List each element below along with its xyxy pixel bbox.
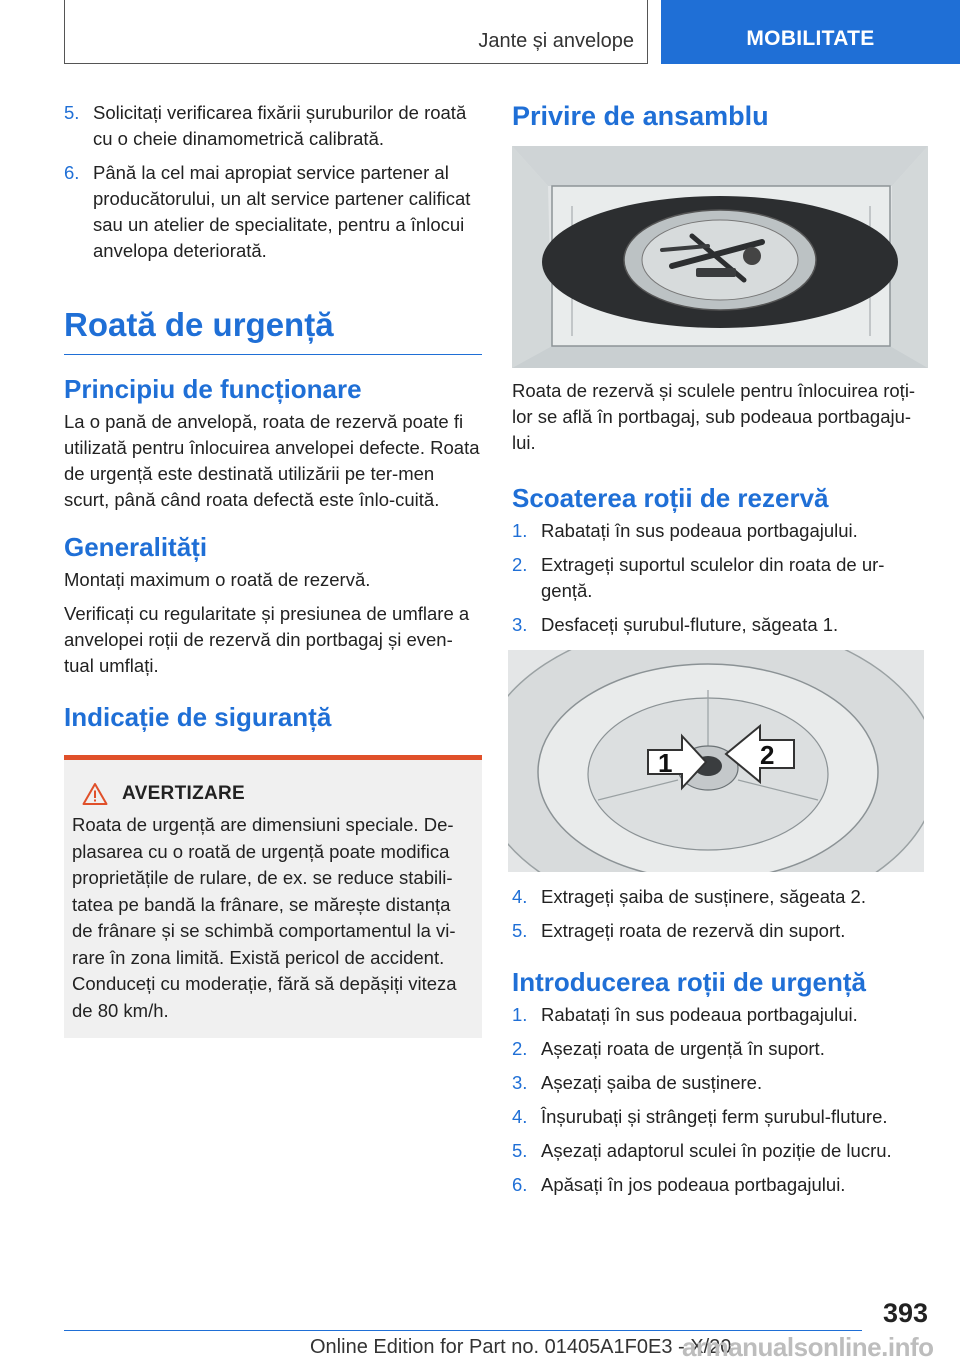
- step-number: 1.: [512, 1004, 528, 1025]
- step-text: Extrageți șaiba de susținere, săgeata 2.: [541, 886, 866, 907]
- step-text: Până la cel mai apropiat service partener al producătorului, un alt service partener calificat sau un atelier de specialitate, pentru a înlocui anvelopa deteriorată.: [93, 162, 471, 261]
- wheel-fastening-image: [508, 650, 924, 872]
- footer-divider: [64, 1330, 862, 1331]
- left-column: [64, 100, 482, 1038]
- step-text: Așezați adaptorul sculei în poziție de lucru.: [541, 1140, 892, 1161]
- step-number: 5.: [64, 102, 80, 123]
- step-text: Așezați roata de urgență în suport.: [541, 1038, 825, 1059]
- step-text: Rabatați în sus podeaua portbagajului.: [541, 1004, 858, 1025]
- insert-title: Introducerea roții de urgență: [512, 967, 866, 997]
- arrow-2-label: 2: [760, 740, 775, 770]
- list-item: [512, 1172, 928, 1198]
- list-item: [512, 1002, 928, 1028]
- principle-text: La o pană de anvelopă, roata de rezervă poate fi utilizată pentru înlocuirea anvelopei defecte. Roata de urgență este destinată utilizării pe ter-men scurt, până când roata defectă este înlo-cuită.: [64, 411, 480, 510]
- header-chapter-tab[interactable]: MOBILITATE: [661, 0, 960, 64]
- warning-label: AVERTIZARE: [122, 783, 245, 804]
- safety-title: Indicație de siguranță: [64, 702, 332, 732]
- general-text-1: Montați maximum o roată de rezervă.: [64, 569, 371, 590]
- list-item: [512, 1138, 928, 1164]
- remove-steps-continued: [512, 884, 928, 944]
- remove-steps: [512, 518, 928, 638]
- page-number: 393: [882, 1298, 928, 1328]
- warning-header: [82, 782, 474, 806]
- step-number: 3.: [512, 614, 528, 635]
- step-text: Solicitați verificarea fixării șuruburilor de roată cu o cheie dinamometrică calibrată.: [93, 102, 467, 149]
- step-text: Așezați șaiba de susținere.: [541, 1072, 763, 1093]
- step-number: 2.: [512, 1038, 528, 1059]
- steps-top: [64, 100, 482, 264]
- step-text: Desfaceți șurubul-fluture, săgeata 1.: [541, 614, 839, 635]
- step-number: 5.: [512, 920, 528, 941]
- step-number: 5.: [512, 1140, 528, 1161]
- step-number: 4.: [512, 1106, 528, 1127]
- list-item: [512, 1070, 928, 1096]
- step-number: 3.: [512, 1072, 528, 1093]
- trunk-spare-wheel-image: [512, 146, 928, 368]
- watermark-text[interactable]: armanualsonline.info: [682, 1332, 934, 1362]
- warning-text: Roata de urgență are dimensiuni speciale. De-plasarea cu o roată de urgență poate modifica proprietățile de rulare, de ex. se reduce stabili-tatea pe bandă la frânare, se mărește distanța de frânare și se schimbă comportamentul la vi-rare în zona limită. Există pericol de accident. Conduceți cu moderație, fără să depășiți viteza de 80 km/h.: [72, 814, 457, 1021]
- step-text: Rabatați în sus podeaua portbagajului.: [541, 520, 858, 541]
- arrow-1-label: 1: [658, 748, 673, 778]
- overview-title: Privire de ansamblu: [512, 101, 769, 131]
- general-title: Generalități: [64, 532, 208, 562]
- step-number: 1.: [512, 520, 528, 541]
- list-item: [512, 612, 928, 638]
- list-item: [512, 518, 928, 544]
- step-number: 2.: [512, 554, 528, 575]
- step-number: 6.: [64, 162, 80, 183]
- insert-steps: [512, 1002, 928, 1198]
- list-item: [512, 918, 928, 944]
- warning-triangle-icon: [82, 782, 108, 806]
- list-item: [512, 884, 928, 910]
- remove-title: Scoaterea roții de rezervă: [512, 483, 829, 513]
- principle-title: Principiu de funcționare: [64, 374, 362, 404]
- header-section-title: Jante și anvelope: [478, 30, 634, 52]
- step-text: Extrageți roata de rezervă din suport.: [541, 920, 846, 941]
- list-item: [512, 1104, 928, 1130]
- step-text: Înșurubați și strângeți ferm șurubul-fluture.: [541, 1106, 888, 1127]
- list-item: [512, 1036, 928, 1062]
- step-number: 6.: [512, 1174, 528, 1195]
- general-text-2: Verificați cu regularitate și presiunea de umflare a anvelopei roții de rezervă din portbagaj și even-tual umflați.: [64, 603, 470, 676]
- step-number: 4.: [512, 886, 528, 907]
- right-column: [512, 100, 928, 1206]
- overview-caption: Roata de rezervă și sculele pentru înlocuirea roți-lor se află în portbagaj, sub podeaua portbagaju-lui.: [512, 380, 916, 453]
- step-text: Apăsați în jos podeaua portbagajului.: [541, 1174, 846, 1195]
- main-title: Roată de urgență: [64, 306, 482, 355]
- list-item: [64, 100, 482, 152]
- step-text: Extrageți suportul sculelor din roata de ur-gență.: [541, 554, 885, 601]
- list-item: [64, 160, 482, 264]
- list-item: [512, 552, 928, 604]
- warning-box: [64, 755, 482, 1038]
- footer-edition-text: Online Edition for Part no. 01405A1F0E3 - X/20: [310, 1336, 732, 1358]
